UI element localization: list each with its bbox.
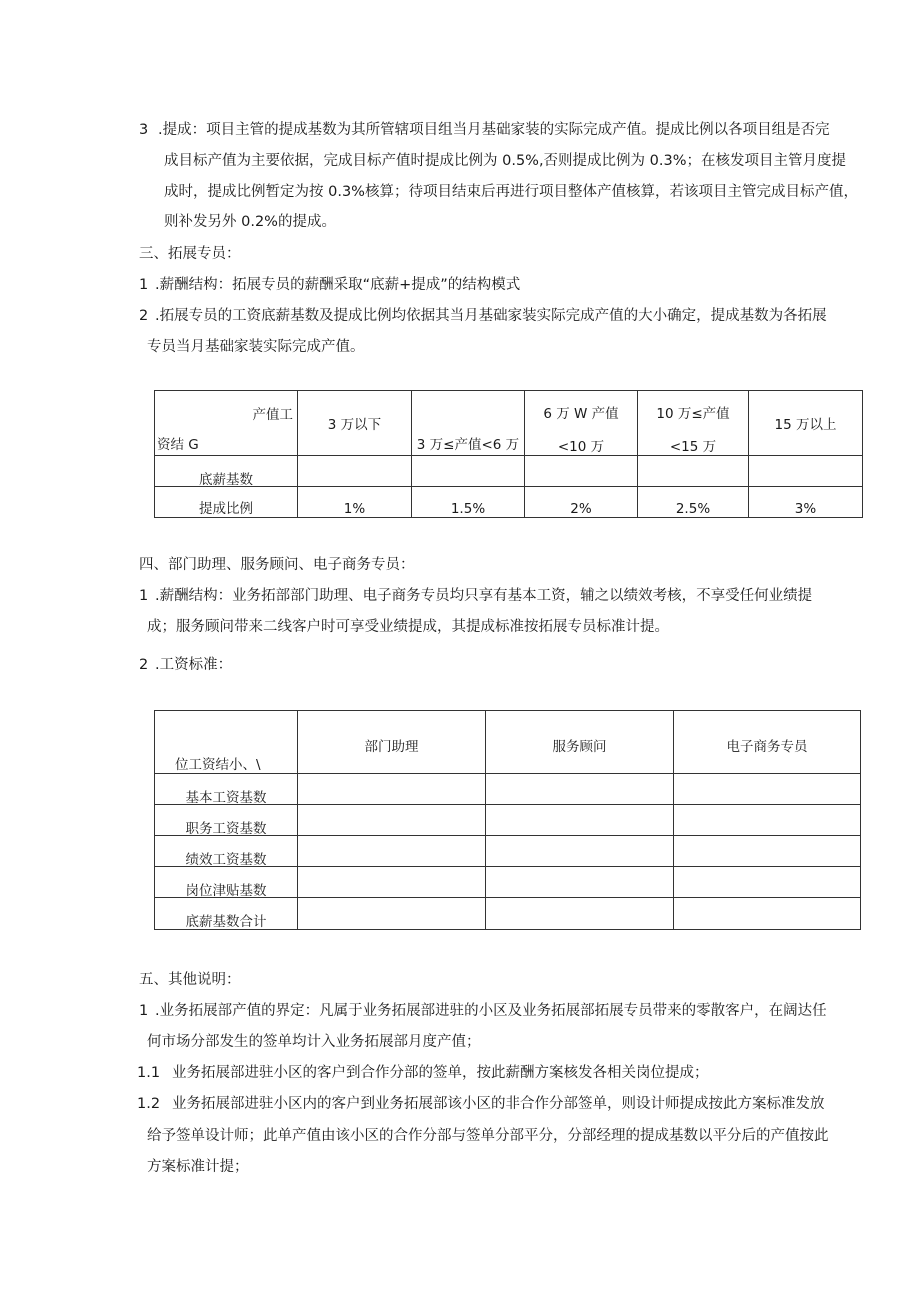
section-3-item-2-line-2: 专员当月基础家装实际完成产值。 (147, 339, 365, 355)
row-label (155, 867, 298, 898)
item-3-line-4: 则补发另外 0.2%的提成。 (164, 214, 336, 230)
item-3-line-2: 成目标产值为主要依据，完成目标产值时提成比例为 0.5%,否则提成比例为 0.3%；在核发项目主管月度提 (164, 153, 846, 169)
section-3-heading: 三、拓展专员： (139, 246, 241, 262)
column-header-3-line-1: 6 万 W 产值 (543, 406, 619, 422)
section-4-heading: 四、部门助理、服务顾问、电子商务专员： (139, 557, 415, 573)
section-4-item-2-number: 2 (139, 657, 149, 673)
column-header-1 (298, 391, 412, 456)
table-cell (638, 487, 749, 518)
column-header-ecommerce (674, 711, 861, 774)
table-cell (486, 867, 674, 898)
table-row (155, 456, 863, 487)
table-cell (298, 898, 486, 930)
column-header-dept-assistant (298, 711, 486, 774)
row-label-text: 基本工资基数 (185, 790, 267, 806)
row-label-text: 提成比例 (199, 501, 253, 517)
cell-value: 1.5% (450, 501, 486, 517)
table-cell (638, 456, 749, 487)
table-row (155, 805, 861, 836)
cell-value: 2% (570, 501, 592, 517)
section-5-item-1-2-line-1: 业务拓展部进驻小区内的客户到业务拓展部该小区的非合作分部签单，则设计师提成按此方案标准发放 (172, 1096, 825, 1112)
column-header-5 (749, 391, 863, 456)
section-3-item-1-number: 1 (139, 277, 149, 293)
table-row (155, 898, 861, 930)
table-cell (298, 456, 412, 487)
table-row (155, 774, 861, 805)
corner-bottom-label: 资结 G (157, 437, 199, 453)
column-header-3 (525, 391, 638, 456)
table-cell (674, 836, 861, 867)
table-cell (298, 774, 486, 805)
column-header-2-line-2: 3 万≤产值<6 万 (416, 437, 520, 453)
table-cell (298, 867, 486, 898)
row-label (155, 456, 298, 487)
row-label (155, 805, 298, 836)
item-3-number: 3 (139, 122, 149, 138)
row-label (155, 898, 298, 930)
salary-table-corner-cell (155, 711, 298, 774)
section-3-item-2-line-1: .拓展专员的工资底薪基数及提成比例均依据其当月基础家装实际完成产值的大小确定，提成基数为各拓展 (155, 308, 827, 324)
salary-standard-table (154, 710, 861, 930)
section-4-item-1-line-1: .薪酬结构：业务拓部部门助理、电子商务专员均只享有基本工资，辅之以绩效考核，不享受任何业绩提 (155, 588, 813, 604)
table-cell (412, 456, 525, 487)
section-4-item-1-line-2: 成；服务顾问带来二线客户时可享受业绩提成，其提成标准按拓展专员标准计提。 (147, 619, 669, 635)
table-cell (486, 774, 674, 805)
table-cell (298, 805, 486, 836)
section-5-item-1-2-number: 1.2 (137, 1096, 161, 1112)
table-cell (525, 456, 638, 487)
section-5-item-1-1-number: 1.1 (137, 1065, 161, 1081)
column-header-1-line-1: 3 万以下 (327, 417, 382, 433)
column-header-text: 部门助理 (364, 739, 419, 755)
row-label-text: 岗位津贴基数 (185, 883, 267, 899)
table-row (155, 867, 861, 898)
table-row (155, 836, 861, 867)
column-header-4-line-2: <15 万 (669, 439, 717, 455)
column-header-service-advisor (486, 711, 674, 774)
salary-corner-label: 位工资结小、\ (175, 757, 261, 773)
row-label (155, 836, 298, 867)
corner-top-label: 产值工 (252, 407, 293, 423)
table-cell (674, 898, 861, 930)
section-5-item-1-line-1: .业务拓展部产值的界定：凡属于业务拓展部进驻的小区及业务拓展部拓展专员带来的零散客户，在阔达任 (155, 1003, 827, 1019)
section-5-item-1-2-line-3: 方案标准计提； (147, 1159, 249, 1175)
row-label (155, 774, 298, 805)
table-cell (298, 487, 412, 518)
table-cell (749, 487, 863, 518)
table-cell (412, 487, 525, 518)
cell-value: 1% (343, 501, 366, 517)
table-cell (486, 836, 674, 867)
table-cell (674, 805, 861, 836)
section-4-item-2-text: .工资标准： (155, 657, 233, 673)
table-row (155, 487, 863, 518)
item-3-line-1: .提成：项目主管的提成基数为其所管辖项目组当月基础家装的实际完成产值。提成比例以各项目组是否完 (158, 122, 830, 138)
section-3-item-1-text: .薪酬结构：拓展专员的薪酬采取“底薪+提成”的结构模式 (155, 277, 521, 293)
column-header-4-line-1: 10 万≤产值 (656, 406, 730, 422)
commission-table-header-row (155, 391, 863, 456)
row-label-text: 底薪基数 (199, 472, 253, 488)
table-cell (298, 836, 486, 867)
row-label (155, 487, 298, 518)
section-5-heading: 五、其他说明： (139, 972, 241, 988)
column-header-2 (412, 391, 525, 456)
table-cell (674, 774, 861, 805)
commission-table (154, 390, 863, 518)
row-label-text: 绩效工资基数 (185, 852, 267, 868)
table-cell (525, 487, 638, 518)
column-header-5-line-1: 15 万以上 (774, 417, 837, 433)
row-label-text: 职务工资基数 (185, 821, 267, 837)
column-header-text: 电子商务专员 (726, 739, 808, 755)
column-header-text: 服务顾问 (552, 739, 607, 755)
column-header-3-line-2: <10 万 (557, 439, 605, 455)
section-4-item-1-number: 1 (139, 588, 149, 604)
section-5-item-1-2-line-2: 给予签单设计师；此单产值由该小区的合作分部与签单分部平分，分部经理的提成基数以平分后的产值按此 (147, 1128, 829, 1144)
section-5-item-1-line-2: 何市场分部发生的签单均计入业务拓展部月度产值； (147, 1034, 481, 1050)
cell-value: 2.5% (675, 501, 711, 517)
table-cell (749, 456, 863, 487)
section-3-item-2-number: 2 (139, 308, 149, 324)
cell-value: 3% (794, 501, 817, 517)
table-cell (674, 867, 861, 898)
table-cell (486, 898, 674, 930)
item-3-line-3: 成时，提成比例暂定为按 0.3%核算；待项目结束后再进行项目整体产值核算，若该项目主管完成目标产值， (164, 184, 858, 200)
table-cell (486, 805, 674, 836)
salary-table-header-row (155, 711, 861, 774)
column-header-4 (638, 391, 749, 456)
commission-table-corner-cell (155, 391, 298, 456)
row-label-text: 底薪基数合计 (185, 914, 267, 930)
section-5-item-1-1-text: 业务拓展部进驻小区的客户到合作分部的签单，按此薪酬方案核发各相关岗位提成； (172, 1065, 709, 1081)
section-5-item-1-number: 1 (139, 1003, 149, 1019)
